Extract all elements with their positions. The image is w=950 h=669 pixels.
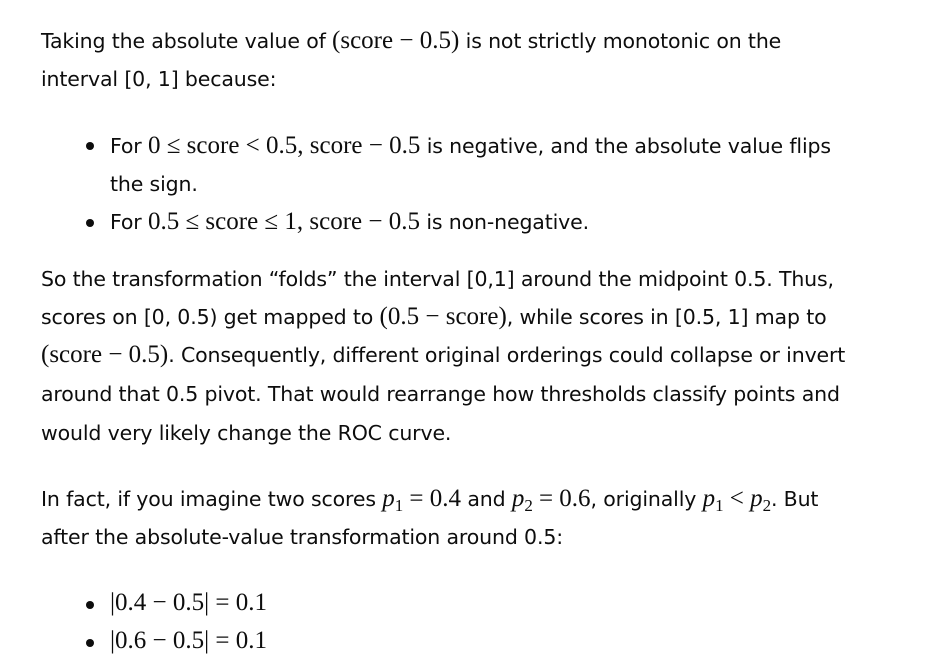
math-subscript: 1 xyxy=(394,496,404,515)
bullet-1-line-2: the sign. xyxy=(110,172,198,196)
para2-line-4: around that 0.5 pivot. That would rearrange how thresholds classify points and xyxy=(41,382,840,406)
bullet-dot xyxy=(86,219,94,227)
text-run: . But xyxy=(770,487,819,511)
math-expression: = 0.6 xyxy=(532,485,591,512)
math-expression: |0.4 − 0.5| = 0.1 xyxy=(110,589,267,616)
para3-line-1 xyxy=(41,487,818,518)
math-variable: p xyxy=(382,485,395,512)
para2-line-3 xyxy=(41,343,845,367)
math-expression: (score − 0.5) xyxy=(41,341,169,368)
para2-line-1: So the transformation “folds” the interval [0,1] around the midpoint 0.5. Thus, xyxy=(41,267,834,291)
para2-line-5: would very likely change the ROC curve. xyxy=(41,421,452,445)
text-run: For xyxy=(110,134,148,158)
math-expression: < xyxy=(723,485,751,512)
intro-line-2: interval [0, 1] because: xyxy=(41,67,277,91)
text-run: Taking the absolute value of xyxy=(41,29,333,53)
bullet-1-line-1 xyxy=(110,134,831,158)
bullet-dot xyxy=(86,601,94,609)
text-run: , while scores in [0.5, 1] map to xyxy=(506,305,827,329)
math-expression: 0.5 ≤ score ≤ 1, score − 0.5 xyxy=(147,208,420,235)
text-run: is negative, and the absolute value flips xyxy=(420,134,831,158)
bullet-2-line-1 xyxy=(110,210,589,234)
math-expression: |0.6 − 0.5| = 0.1 xyxy=(110,627,267,654)
math-variable: p xyxy=(702,485,716,512)
para2-line-2 xyxy=(41,305,826,329)
text-run: In fact, if you imagine two scores xyxy=(41,487,383,511)
math-subscript: 2 xyxy=(524,496,533,515)
text-run: scores on [0, 0.5) get mapped to xyxy=(41,305,380,329)
bullet-dot xyxy=(86,639,94,647)
math-variable: p xyxy=(511,485,525,512)
math-subscript: 1 xyxy=(715,496,724,515)
text-run: is not strictly monotonic on the xyxy=(459,29,782,53)
math-expression: (score − 0.5) xyxy=(332,27,460,54)
math-expression: = 0.4 xyxy=(403,485,461,512)
bullet-4 xyxy=(110,629,267,653)
text-run: For xyxy=(110,210,148,234)
text-run: is non-negative. xyxy=(420,210,589,234)
text-run: and xyxy=(460,487,512,511)
math-subscript: 2 xyxy=(762,496,771,515)
bullet-dot xyxy=(86,142,94,150)
text-run: . Consequently, different original orderings could collapse or invert xyxy=(168,343,846,367)
text-run: , originally xyxy=(590,487,703,511)
intro-line-1 xyxy=(41,29,781,53)
para3-line-2: after the absolute-value transformation around 0.5: xyxy=(41,525,563,549)
bullet-3 xyxy=(110,591,267,615)
math-variable: p xyxy=(750,485,763,512)
math-expression: (0.5 − score) xyxy=(379,303,507,330)
math-expression: 0 ≤ score < 0.5, score − 0.5 xyxy=(147,132,421,159)
